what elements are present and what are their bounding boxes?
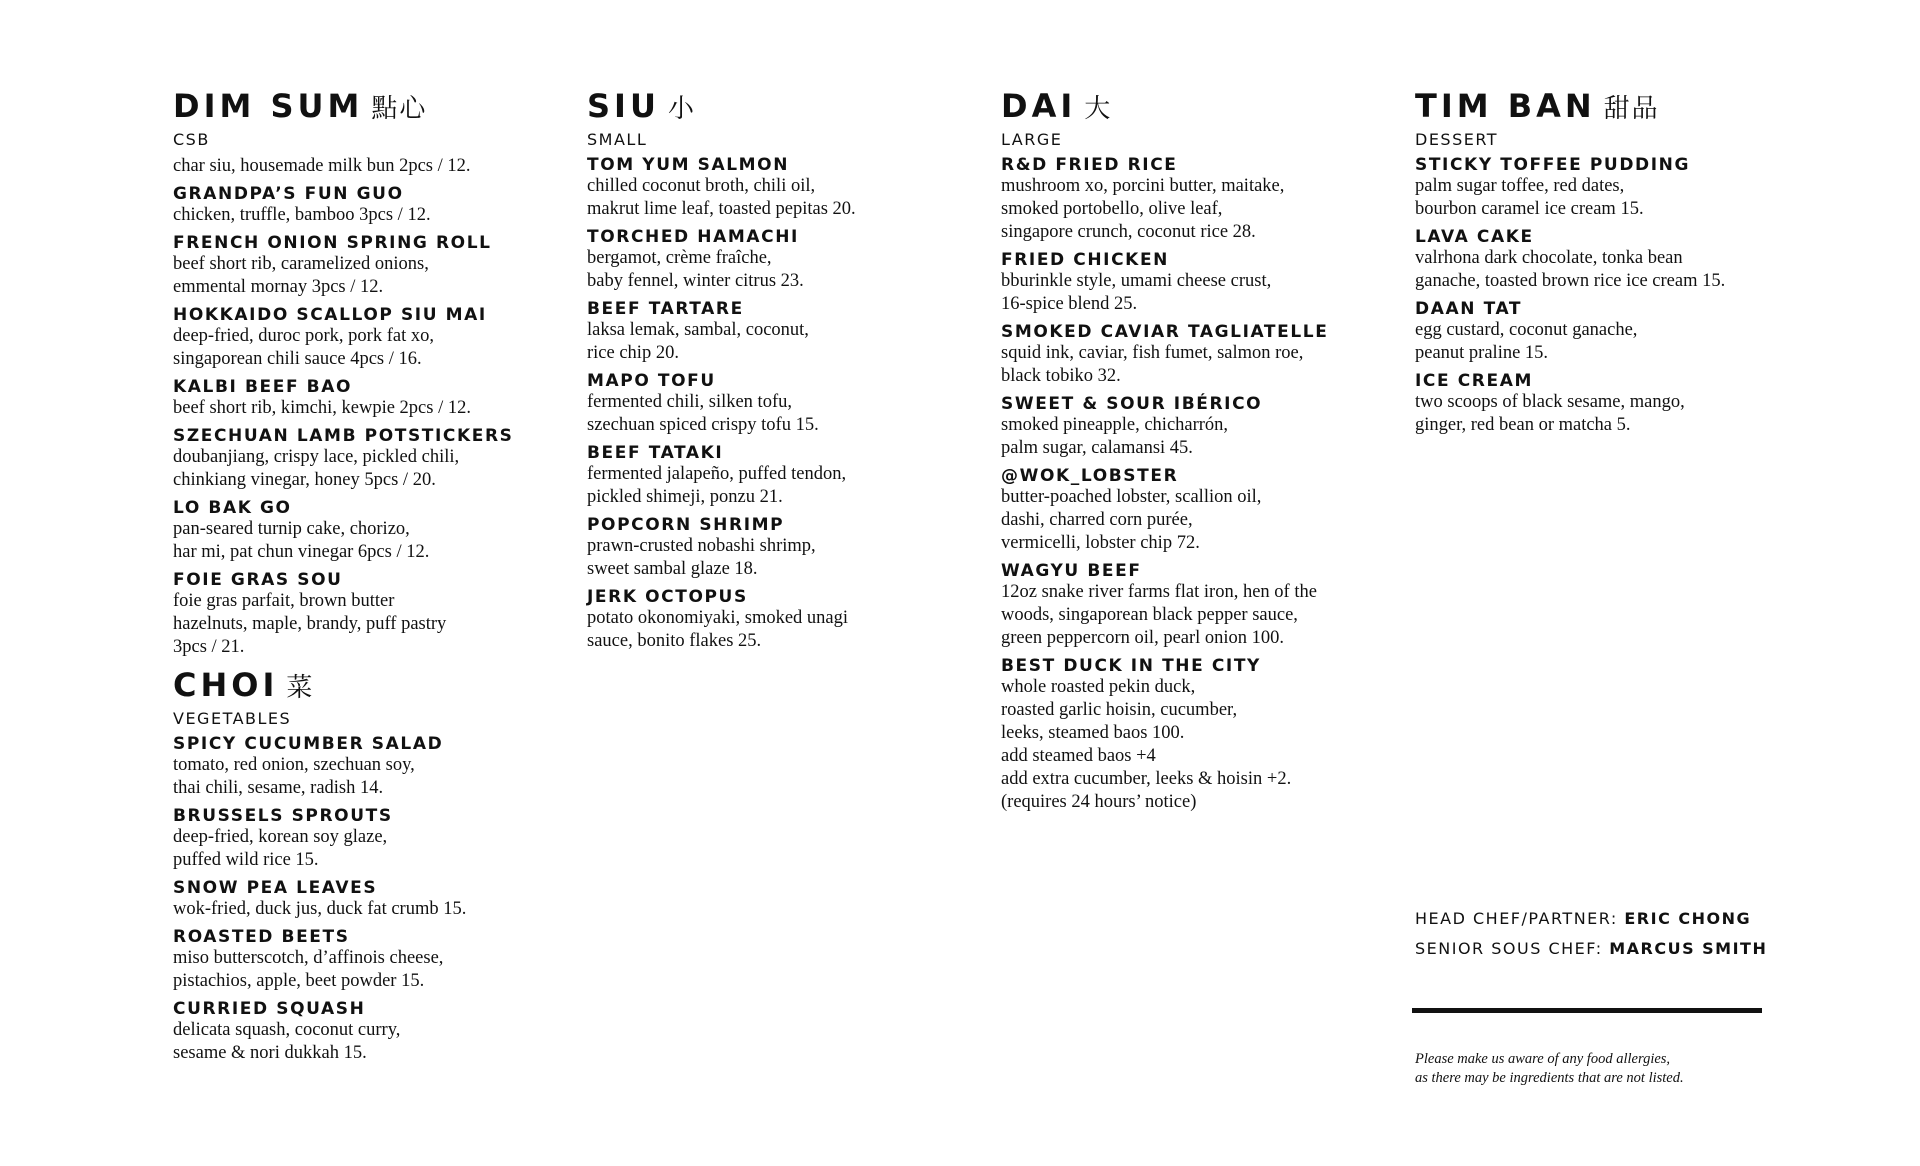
section-title-text: SIU (587, 87, 660, 125)
menu-item-name: FRIED CHICKEN (1001, 250, 1169, 270)
menu-item (587, 443, 967, 509)
menu-item-description (173, 253, 553, 299)
section-title-chinese: 菜 (286, 673, 315, 703)
menu-item-description-line: chinkiang vinegar, honey 5pcs / 20. (173, 470, 436, 490)
menu-item-description-line: makrut lime leaf, toasted pepitas 20. (587, 199, 856, 219)
allergy-note (1415, 1050, 1795, 1088)
menu-item-description (1001, 175, 1381, 244)
menu-item-description-line: prawn-crusted nobashi shrimp, (587, 536, 816, 556)
menu-item-description-line: potato okonomiyaki, smoked unagi (587, 608, 849, 628)
menu-item-name: JERK OCTOPUS (587, 587, 748, 607)
menu-item-description-line: doubanjiang, crispy lace, pickled chili, (173, 447, 460, 467)
menu-item-description-line: peanut praline 15. (1415, 343, 1549, 363)
menu-item-name: LAVA CAKE (1415, 227, 1534, 247)
menu-item-description-line: delicata squash, coconut curry, (173, 1020, 401, 1040)
allergy-line-1: Please make us aware of any food allergies, (1415, 1051, 1671, 1067)
menu-item-description-line: emmental mornay 3pcs / 12. (173, 277, 384, 297)
menu-item-description-line: fermented jalapeño, puffed tendon, (587, 464, 847, 484)
sous-chef-line (1415, 934, 1785, 964)
section-title-chinese: 小 (667, 94, 696, 124)
menu-item-name: MAPO TOFU (587, 371, 716, 391)
menu-item-name: HOKKAIDO SCALLOP SIU MAI (173, 305, 487, 325)
menu-item-description-line: whole roasted pekin duck, (1001, 677, 1196, 697)
section-title-chinese: 大 (1084, 94, 1113, 124)
menu-item-description-line: chilled coconut broth, chili oil, (587, 176, 816, 196)
menu-item-description-line: mushroom xo, porcini butter, maitake, (1001, 176, 1285, 196)
section-subtitle: DESSERT (1415, 130, 1499, 149)
menu-item-description-line: thai chili, sesame, radish 14. (173, 778, 384, 798)
menu-item-description-line: palm sugar, calamansi 45. (1001, 438, 1193, 458)
menu-item-description-line: foie gras parfait, brown butter (173, 591, 395, 611)
section-subtitle: VEGETABLES (173, 709, 292, 728)
section-subtitle: CSB (173, 130, 210, 149)
menu-item-name: TORCHED HAMACHI (587, 227, 799, 247)
menu-item-description-line: valrhona dark chocolate, tonka bean (1415, 248, 1683, 268)
menu-item-name: POPCORN SHRIMP (587, 515, 785, 535)
menu-item-name: ICE CREAM (1415, 371, 1533, 391)
menu-item-name: BRUSSELS SPROUTS (173, 806, 393, 826)
menu-item-description (1001, 342, 1381, 388)
menu-item-description (1415, 175, 1795, 221)
menu-item (587, 371, 967, 437)
section-title (173, 88, 553, 127)
menu-item-description-line: bourbon caramel ice cream 15. (1415, 199, 1644, 219)
menu-item-name: KALBI BEEF BAO (173, 377, 353, 397)
menu-item (173, 305, 553, 371)
menu-item-name: SPICY CUCUMBER SALAD (173, 734, 444, 754)
menu-item (173, 927, 553, 993)
menu-item (173, 806, 553, 872)
menu-item (1001, 250, 1381, 316)
section-title (1001, 88, 1381, 127)
menu-item-description-line: tomato, red onion, szechuan soy, (173, 755, 415, 775)
menu-item (587, 227, 967, 293)
menu-item-description-line: squid ink, caviar, fish fumet, salmon roe, (1001, 343, 1304, 363)
section-title (173, 667, 553, 706)
section-title-text: DIM SUM (173, 87, 364, 125)
menu-item-name: FOIE GRAS SOU (173, 570, 343, 590)
menu-item-description-line: deep-fried, duroc pork, pork fat xo, (173, 326, 434, 346)
menu-item (173, 878, 553, 921)
menu-item-description (1001, 486, 1381, 555)
menu-item-description-line: bergamot, crème fraîche, (587, 248, 772, 268)
menu-item-description (1415, 319, 1795, 365)
menu-item (173, 184, 553, 227)
menu-item (1001, 561, 1381, 650)
menu-item-name: BEST DUCK IN THE CITY (1001, 656, 1261, 676)
section-title-text: TIM BAN (1415, 87, 1596, 125)
menu-item-description-line: szechuan spiced crispy tofu 15. (587, 415, 819, 435)
menu-item (587, 299, 967, 365)
menu-item-description-line: hazelnuts, maple, brandy, puff pastry (173, 614, 447, 634)
menu-item-description-line: beef short rib, caramelized onions, (173, 254, 429, 274)
head-chef-name: ERIC CHONG (1624, 909, 1752, 928)
menu-item-description-line: baby fennel, winter citrus 23. (587, 271, 804, 291)
sous-chef-label: SENIOR SOUS CHEF: (1415, 939, 1610, 958)
menu-item-description (1001, 270, 1381, 316)
menu-item-description-line: add extra cucumber, leeks & hoisin +2. (1001, 769, 1292, 789)
menu-item-description-line: egg custard, coconut ganache, (1415, 320, 1638, 340)
section-title-text: CHOI (173, 666, 279, 704)
menu-item-description (173, 446, 553, 492)
divider-rule (1412, 1008, 1762, 1013)
menu-item-description-line: fermented chili, silken tofu, (587, 392, 792, 412)
menu-item-name: ROASTED BEETS (173, 927, 350, 947)
menu-item-description (587, 319, 967, 365)
menu-item-description (173, 754, 553, 800)
menu-item-name: CURRIED SQUASH (173, 999, 366, 1019)
section-subtitle: SMALL (587, 130, 648, 149)
menu-item-name: SMOKED CAVIAR TAGLIATELLE (1001, 322, 1329, 342)
menu-item-description-line: smoked portobello, olive leaf, (1001, 199, 1223, 219)
menu-item-description (173, 397, 553, 420)
menu-item (173, 498, 553, 564)
menu-item-description (587, 247, 967, 293)
menu-item-description-line: wok-fried, duck jus, duck fat crumb 15. (173, 899, 467, 919)
section-title (587, 88, 967, 127)
menu-item-description-line: ganache, toasted brown rice ice cream 15. (1415, 271, 1726, 291)
menu-item-description (587, 175, 967, 221)
menu-item-description-line: deep-fried, korean soy glaze, (173, 827, 388, 847)
menu-item (587, 587, 967, 653)
menu-item (1001, 466, 1381, 555)
menu-item (173, 155, 553, 178)
menu-item-name: WAGYU BEEF (1001, 561, 1142, 581)
menu-item-name: STICKY TOFFEE PUDDING (1415, 155, 1691, 175)
menu-item-description (173, 1019, 553, 1065)
menu-item-name: BEEF TARTARE (587, 299, 744, 319)
menu-item-name: DAAN TAT (1415, 299, 1523, 319)
menu-item-description (1001, 414, 1381, 460)
head-chef-label: HEAD CHEF/PARTNER: (1415, 909, 1625, 928)
menu-section (173, 88, 553, 659)
sous-chef-name: MARCUS SMITH (1609, 939, 1768, 958)
menu-item-description (1001, 676, 1381, 814)
menu-item-name: FRENCH ONION SPRING ROLL (173, 233, 492, 253)
menu-item-name: R&D FRIED RICE (1001, 155, 1178, 175)
menu-item-description (587, 391, 967, 437)
menu-item-name: GRANDPA’S FUN GUO (173, 184, 404, 204)
menu-item-description-line: 12oz snake river farms flat iron, hen of the (1001, 582, 1317, 602)
menu-item-description (173, 590, 553, 659)
menu-item (173, 426, 553, 492)
menu-column-4 (1415, 88, 1795, 445)
menu-item (1001, 656, 1381, 814)
menu-item-description-line: butter-poached lobster, scallion oil, (1001, 487, 1262, 507)
menu-item-name: LO BAK GO (173, 498, 292, 518)
menu-item (173, 999, 553, 1065)
menu-item (173, 233, 553, 299)
menu-item-description-line: laksa lemak, sambal, coconut, (587, 320, 809, 340)
menu-item-description-line: (requires 24 hours’ notice) (1001, 792, 1197, 812)
menu-item-description-line: green peppercorn oil, pearl onion 100. (1001, 628, 1285, 648)
menu-item-description (1001, 581, 1381, 650)
menu-item-description-line: chicken, truffle, bamboo 3pcs / 12. (173, 205, 431, 225)
menu-column-2 (587, 88, 967, 661)
menu-item-description-line: puffed wild rice 15. (173, 850, 319, 870)
menu-item-description (173, 947, 553, 993)
menu-item-description-line: bburinkle style, umami cheese crust, (1001, 271, 1272, 291)
menu-item (1415, 299, 1795, 365)
menu-item-description-line: dashi, charred corn purée, (1001, 510, 1193, 530)
menu-item-description-line: har mi, pat chun vinegar 6pcs / 12. (173, 542, 430, 562)
menu-item (1001, 394, 1381, 460)
menu-item-name: TOM YUM SALMON (587, 155, 790, 175)
menu-item (1001, 322, 1381, 388)
menu-item-description (173, 826, 553, 872)
menu-item-description-line: ginger, red bean or matcha 5. (1415, 415, 1631, 435)
menu-item-description (587, 463, 967, 509)
menu-item-description (173, 518, 553, 564)
menu-item (1415, 227, 1795, 293)
menu-item (173, 734, 553, 800)
section-title-text: DAI (1001, 87, 1077, 125)
menu-item-description-line: roasted garlic hoisin, cucumber, (1001, 700, 1238, 720)
menu-item-description-line: singapore crunch, coconut rice 28. (1001, 222, 1256, 242)
menu-item (173, 570, 553, 659)
menu-item-description-line: singaporean chili sauce 4pcs / 16. (173, 349, 422, 369)
menu-item (587, 155, 967, 221)
menu-section (1415, 88, 1795, 437)
menu-item-description-line: sesame & nori dukkah 15. (173, 1043, 367, 1063)
section-title-chinese: 甜品 (1603, 94, 1660, 124)
menu-item-description-line: beef short rib, kimchi, kewpie 2pcs / 12. (173, 398, 471, 418)
menu-item-description-line: leeks, steamed baos 100. (1001, 723, 1185, 743)
menu-item-description-line: sauce, bonito flakes 25. (587, 631, 762, 651)
menu-item-description-line: add steamed baos +4 (1001, 746, 1156, 766)
section-subtitle: LARGE (1001, 130, 1063, 149)
menu-item (1415, 371, 1795, 437)
menu-section (1001, 88, 1381, 814)
menu-item-description-line: miso butterscotch, d’affinois cheese, (173, 948, 444, 968)
menu-section (587, 88, 967, 653)
menu-item-name: SZECHUAN LAMB POTSTICKERS (173, 426, 514, 446)
menu-item-description-line: pickled shimeji, ponzu 21. (587, 487, 783, 507)
menu-column-3 (1001, 88, 1381, 822)
menu-item-description (173, 898, 553, 921)
menu-item-name: @WOK_LOBSTER (1001, 466, 1179, 486)
menu-item-description (587, 607, 967, 653)
menu-item-description-line: black tobiko 32. (1001, 366, 1121, 386)
menu-item-description-line: 3pcs / 21. (173, 637, 245, 657)
menu-item-description-line: pan-seared turnip cake, chorizo, (173, 519, 410, 539)
menu-item-description (1415, 391, 1795, 437)
head-chef-line (1415, 904, 1785, 934)
allergy-line-2: as there may be ingredients that are not listed. (1415, 1070, 1684, 1086)
menu-item-description (1415, 247, 1795, 293)
menu-column-1 (173, 88, 553, 1073)
menu-item-name: SNOW PEA LEAVES (173, 878, 378, 898)
menu-item (1415, 155, 1795, 221)
menu-item (173, 377, 553, 420)
menu-item-description-line: vermicelli, lobster chip 72. (1001, 533, 1200, 553)
menu-section (173, 667, 553, 1065)
menu-item (587, 515, 967, 581)
menu-item-description-line: rice chip 20. (587, 343, 679, 363)
menu-item-description-line: char siu, housemade milk bun 2pcs / 12. (173, 156, 471, 176)
menu-item-description-line: sweet sambal glaze 18. (587, 559, 758, 579)
menu-item-description (173, 325, 553, 371)
chef-credits (1415, 904, 1785, 964)
menu-item-name: BEEF TATAKI (587, 443, 724, 463)
section-title (1415, 88, 1795, 127)
menu-item-description (173, 155, 553, 178)
menu-item-description-line: pistachios, apple, beet powder 15. (173, 971, 425, 991)
menu-item (1001, 155, 1381, 244)
menu-item-description-line: palm sugar toffee, red dates, (1415, 176, 1625, 196)
menu-item-description-line: smoked pineapple, chicharrón, (1001, 415, 1229, 435)
menu-item-description (587, 535, 967, 581)
section-title-chinese: 點心 (371, 94, 428, 124)
menu-item-description (173, 204, 553, 227)
menu-item-name: SWEET & SOUR IBÉRICO (1001, 394, 1263, 414)
menu-item-description-line: two scoops of black sesame, mango, (1415, 392, 1685, 412)
menu-item-description-line: woods, singaporean black pepper sauce, (1001, 605, 1298, 625)
menu-item-description-line: 16-spice blend 25. (1001, 294, 1138, 314)
